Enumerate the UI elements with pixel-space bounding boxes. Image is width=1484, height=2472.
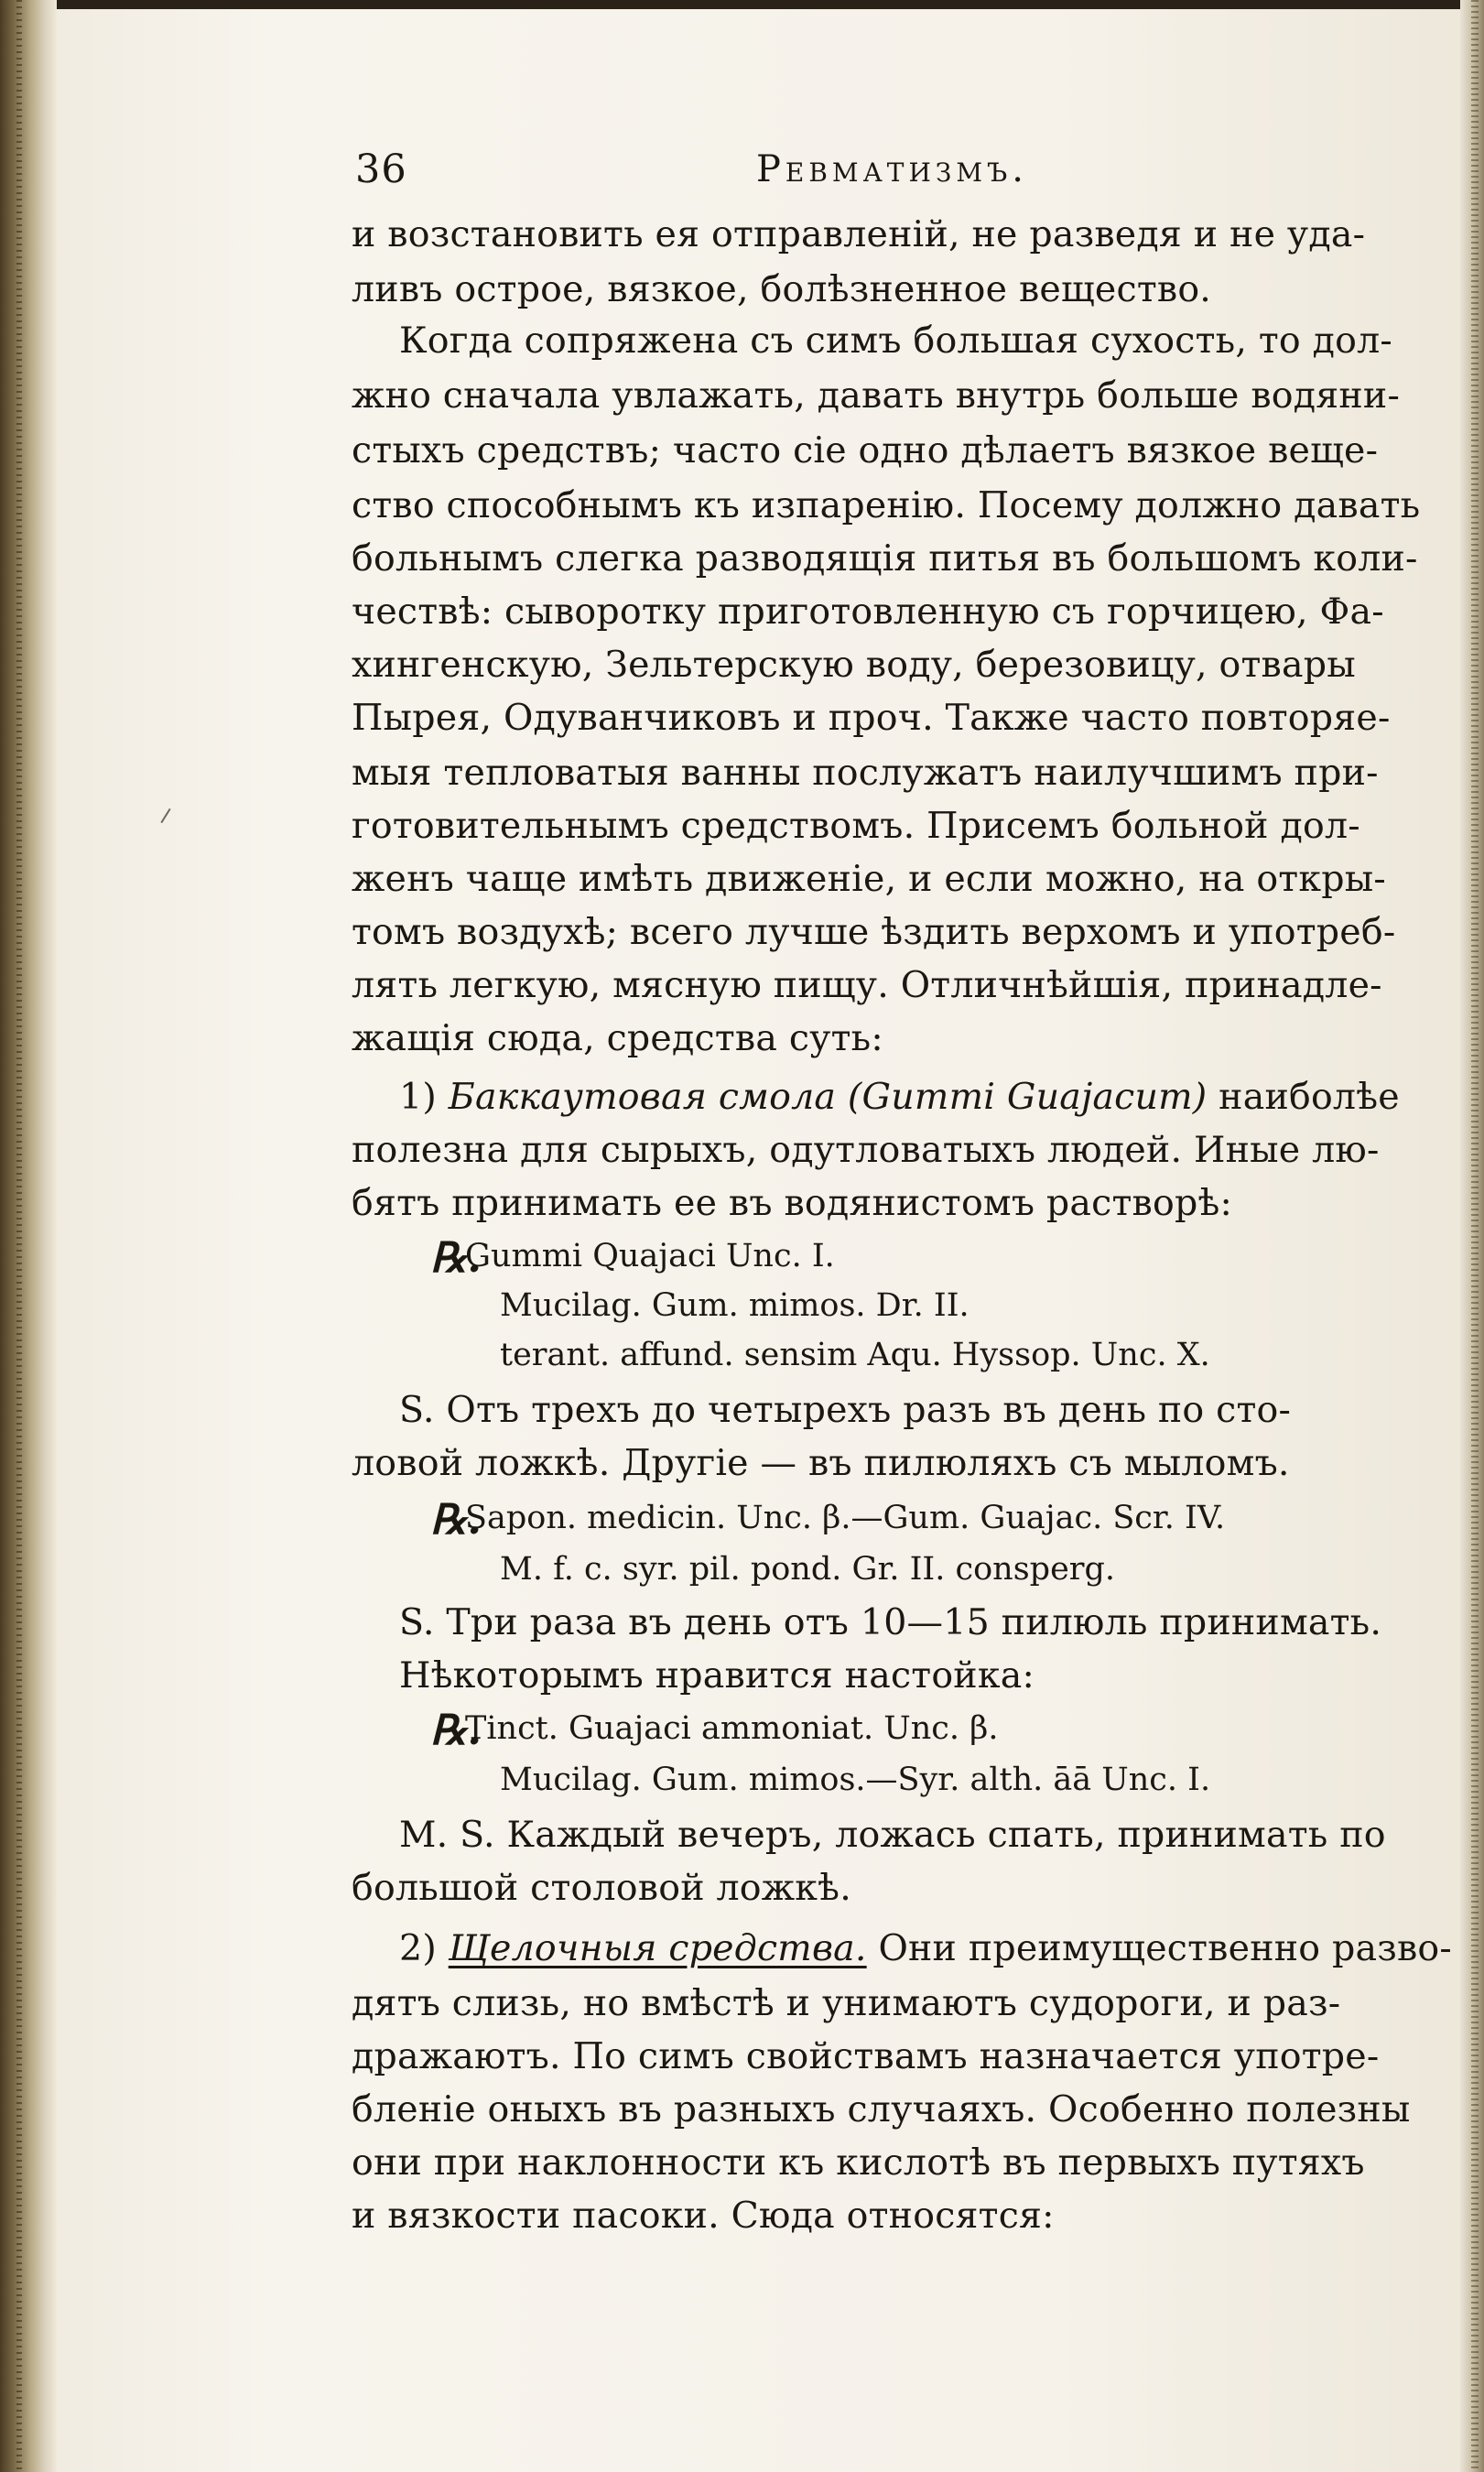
item-text: Они преимущественно разво- xyxy=(878,1927,1452,1969)
text-line: Нѣкоторымъ нравится настойка: xyxy=(399,1654,1034,1697)
formula-line: Mucilag. Gum. mimos. Dr. II. xyxy=(500,1287,969,1324)
page-number: 36 xyxy=(355,146,407,192)
text-line: бятъ принимать ее въ водянистомъ растворѣ: xyxy=(352,1182,1232,1224)
item-1-first-line xyxy=(399,1069,1484,1124)
running-head: Ревматизмъ. xyxy=(756,148,1028,190)
formula-line: terant. affund. sensim Aqu. Hyssop. Unc. X. xyxy=(500,1337,1210,1373)
text-line: чествѣ: сыворотку приготовленную съ горчицею, Фа- xyxy=(352,591,1384,633)
item-number: 1) xyxy=(399,1076,437,1118)
text-line: бленіе оныхъ въ разныхъ случаяхъ. Особенно полезны xyxy=(352,2088,1411,2130)
item-title: Баккаутовая смола (Gummi Guajacum) xyxy=(448,1076,1208,1118)
item-text: наиболѣе xyxy=(1219,1076,1400,1118)
text-line: полезна для сырыхъ, одутловатыхъ людей. Иные лю- xyxy=(352,1129,1380,1171)
formula-line: Mucilag. Gum. mimos.—Syr. alth. āā Unc. I. xyxy=(500,1762,1211,1798)
formula-line: M. f. c. syr. pil. pond. Gr. II. consperg. xyxy=(500,1551,1116,1588)
formula-line: Gummi Quajaci Unc. I. xyxy=(465,1238,835,1274)
text-line: ство способнымъ къ изпаренію. Посему должно давать xyxy=(352,484,1421,526)
text-line: жно сначала увлажать, давать внутрь больше водяни- xyxy=(352,374,1400,417)
signa-line: M. S. Каждый вечеръ, ложась спать, принимать по xyxy=(399,1814,1386,1856)
text-line: большой столовой ложкѣ. xyxy=(352,1867,851,1909)
text-line: мыя тепловатыя ванны послужатъ наилучшимъ при- xyxy=(352,752,1379,794)
formula-line: Sapon. medicin. Unc. β.—Gum. Guajac. Scr. IV. xyxy=(465,1500,1226,1536)
prescription-symbol: ℞. xyxy=(430,1495,482,1544)
text-line: лять легкую, мясную пищу. Отличнѣйшія, принадле- xyxy=(352,964,1382,1006)
signa-line: S. Три раза въ день отъ 10—15 пилюль принимать. xyxy=(399,1601,1382,1643)
text-line: ловой ложкѣ. Другіе — въ пилюляхъ съ мыломъ. xyxy=(352,1442,1290,1484)
text-line: хингенскую, Зельтерскую воду, березовицу, отвары xyxy=(352,644,1356,686)
item-number: 2) xyxy=(399,1927,437,1969)
prescription-symbol: ℞. xyxy=(430,1706,482,1754)
signa-line: S. Отъ трехъ до четырехъ разъ въ день по сто- xyxy=(399,1389,1292,1431)
text-line: ливъ острое, вязкое, болѣзненное вещество. xyxy=(352,268,1212,310)
text-line: готовительнымъ средствомъ. Присемъ больной дол- xyxy=(352,805,1360,847)
paragraph-first-line: Когда сопряжена съ симъ большая сухость, то дол- xyxy=(399,320,1392,362)
item-title: Щелочныя средства. xyxy=(448,1927,867,1969)
text-line: и вязкости пасоки. Сюда относятся: xyxy=(352,2195,1055,2237)
item-2-first-line xyxy=(399,1921,1484,1976)
text-line: они при наклонности къ кислотѣ въ первыхъ путяхъ xyxy=(352,2141,1365,2184)
text-line: жащія сюда, средства суть: xyxy=(352,1017,883,1059)
text-line: стыхъ средствъ; часто сіе одно дѣлаетъ вязкое веще- xyxy=(352,429,1379,472)
text-line: Пырея, Одуванчиковъ и проч. Также часто повторяе- xyxy=(352,697,1391,739)
text-line: и возстановить ея отправленій, не разведя и не уда- xyxy=(352,213,1366,255)
text-line: женъ чаще имѣть движеніе, и если можно, на откры- xyxy=(352,858,1386,900)
text-line: дятъ слизь, но вмѣстѣ и унимаютъ судороги, и раз- xyxy=(352,1982,1341,2024)
text-line: дражаютъ. По симъ свойствамъ назначается употре- xyxy=(352,2035,1380,2077)
text-line: томъ воздухѣ; всего лучше ѣздить верхомъ и употреб- xyxy=(352,911,1396,953)
formula-line: Tinct. Guajaci ammoniat. Unc. β. xyxy=(465,1710,999,1747)
text-line: больнымъ слегка разводящія питья въ большомъ коли- xyxy=(352,537,1418,580)
prescription-symbol: ℞. xyxy=(430,1233,482,1282)
